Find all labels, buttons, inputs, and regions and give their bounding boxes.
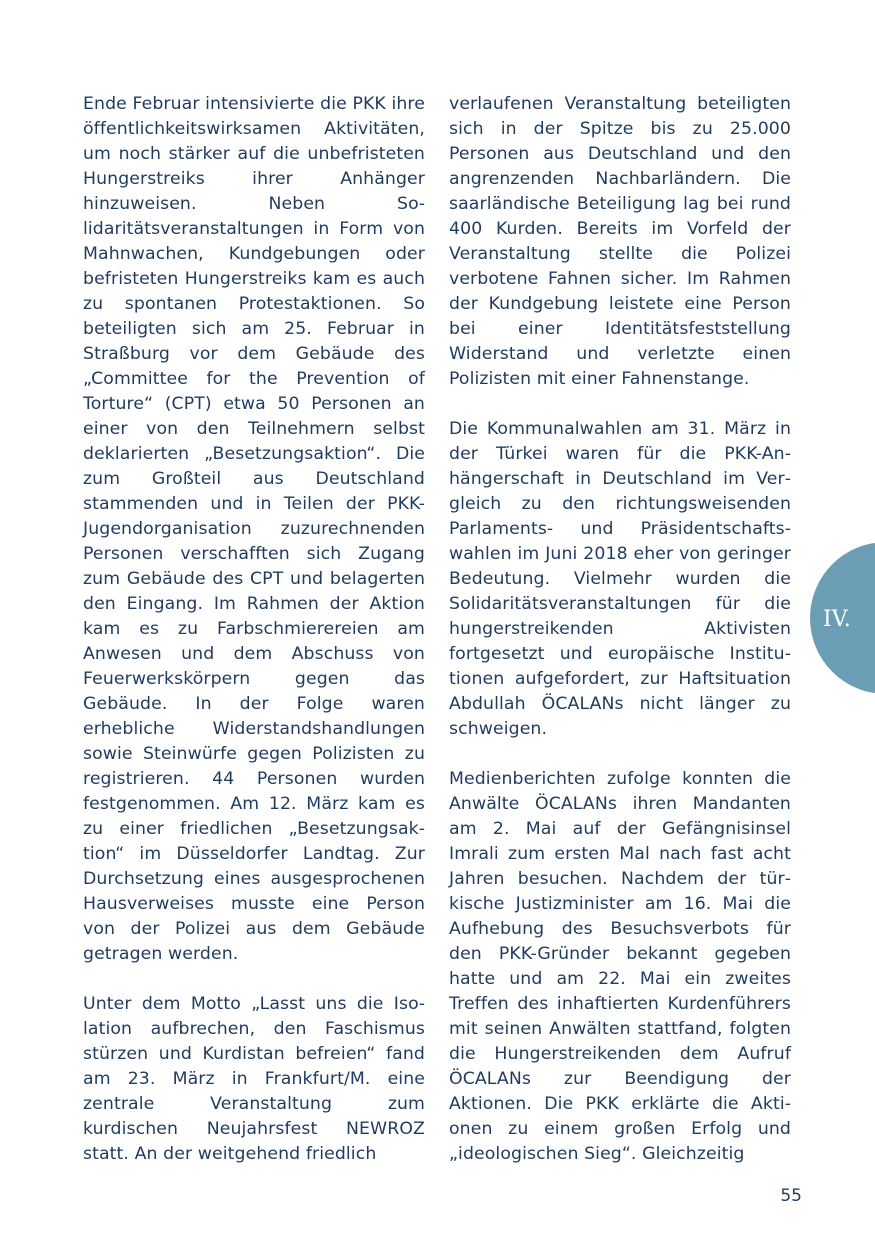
paragraph: Medienberichten zufolge konnten die Anwälte ÖCALANs ihren Mandanten am 2. Mai auf der Gefängnisinsel Imrali zum ersten Mal nach fast acht Jahren besuchen. Nachdem der türkische Justizminister am 16. Mai die Aufhebung des Besuchsverbots für den PKK-Gründer bekannt gegeben hatte und am 22. Mai ein zweites Treffen des inhaftierten Kurdenführers mit seinen Anwälten stattfand, folgten die Hungerstreikenden dem Aufruf ÖCALANs zur Beendigung der Aktionen. Die PKK erklärte die Aktionen zu einem großen Erfolg und „ideologischen Sieg“. Gleichzeitig	[449, 769, 791, 1164]
paragraph: Unter dem Motto „Lasst uns die Isolation aufbrechen, den Faschismus stürzen und Kurdistan befreien“ fand am 23. März in Frankfurt/M. eine zentrale Veranstaltung zum kurdischen Neujahrsfest NEWROZ statt. An der weitgehend friedlich	[83, 994, 425, 1164]
paragraph: Ende Februar intensivierte die PKK ihre öffentlichkeitswirksamen Aktivitäten, um noch stärker auf die unbefristeten Hungerstreiks ihrer Anhänger hinzuweisen. Neben Solidaritätsveranstaltungen in Form von Mahnwachen, Kundgebungen oder befristeten Hungerstreiks kam es auch zu spontanen Protestaktionen. So beteiligten sich am 25. Februar in Straßburg vor dem Gebäude des „Committee for the Prevention of Torture“ (CPT) etwa 50 Personen an einer von den Teilnehmern selbst deklarierten „Besetzungsaktion“. Die zum Großteil aus Deutschland stammenden und in Teilen der PKK-Jugendorganisation zuzurechnenden Personen verschafften sich Zugang zum Gebäude des CPT und belagerten den Eingang. Im Rahmen der Aktion kam es zu Farbschmierereien am Anwesen und dem Abschuss von Feuerwerkskörpern gegen das Gebäude. In der Folge waren erhebliche Widerstandshandlungen sowie Steinwürfe gegen Polizisten zu registrieren. 44 Personen wurden festgenommen. Am 12. März kam es zu einer friedlichen „Besetzungsaktion“ im Düsseldorfer Landtag. Zur Durchsetzung eines ausgesprochenen Hausverweises musste eine Person von der Polizei aus dem Gebäude getragen werden.	[83, 94, 425, 964]
chapter-label: IV.	[823, 607, 851, 632]
paragraph: Die Kommunalwahlen am 31. März in der Türkei waren für die PKK-Anhängerschaft in Deutschland im Vergleich zu den richtungsweisenden Parlaments- und Präsidentschaftswahlen im Juni 2018 eher von geringer Bedeutung. Vielmehr wurden die Solidaritätsveranstaltungen für die hungerstreikenden Aktivisten fortgesetzt und europäische Institutionen aufgefordert, zur Haftsituation Abdullah ÖCALANs nicht länger zu schweigen.	[449, 419, 791, 739]
paragraph: verlaufenen Veranstaltung beteiligten sich in der Spitze bis zu 25.000 Personen aus Deutschland und den angrenzenden Nachbarländern. Die saarländische Beteiligung lag bei rund 400 Kurden. Bereits im Vorfeld der Veranstaltung stellte die Polizei verbotene Fahnen sicher. Im Rahmen der Kundgebung leistete eine Person bei einer Identitätsfeststellung Widerstand und verletzte einen Polizisten mit einer Fahnenstange.	[449, 94, 791, 389]
right-column	[449, 92, 791, 1167]
left-column	[83, 92, 425, 1167]
page-number: 55	[780, 1186, 802, 1206]
